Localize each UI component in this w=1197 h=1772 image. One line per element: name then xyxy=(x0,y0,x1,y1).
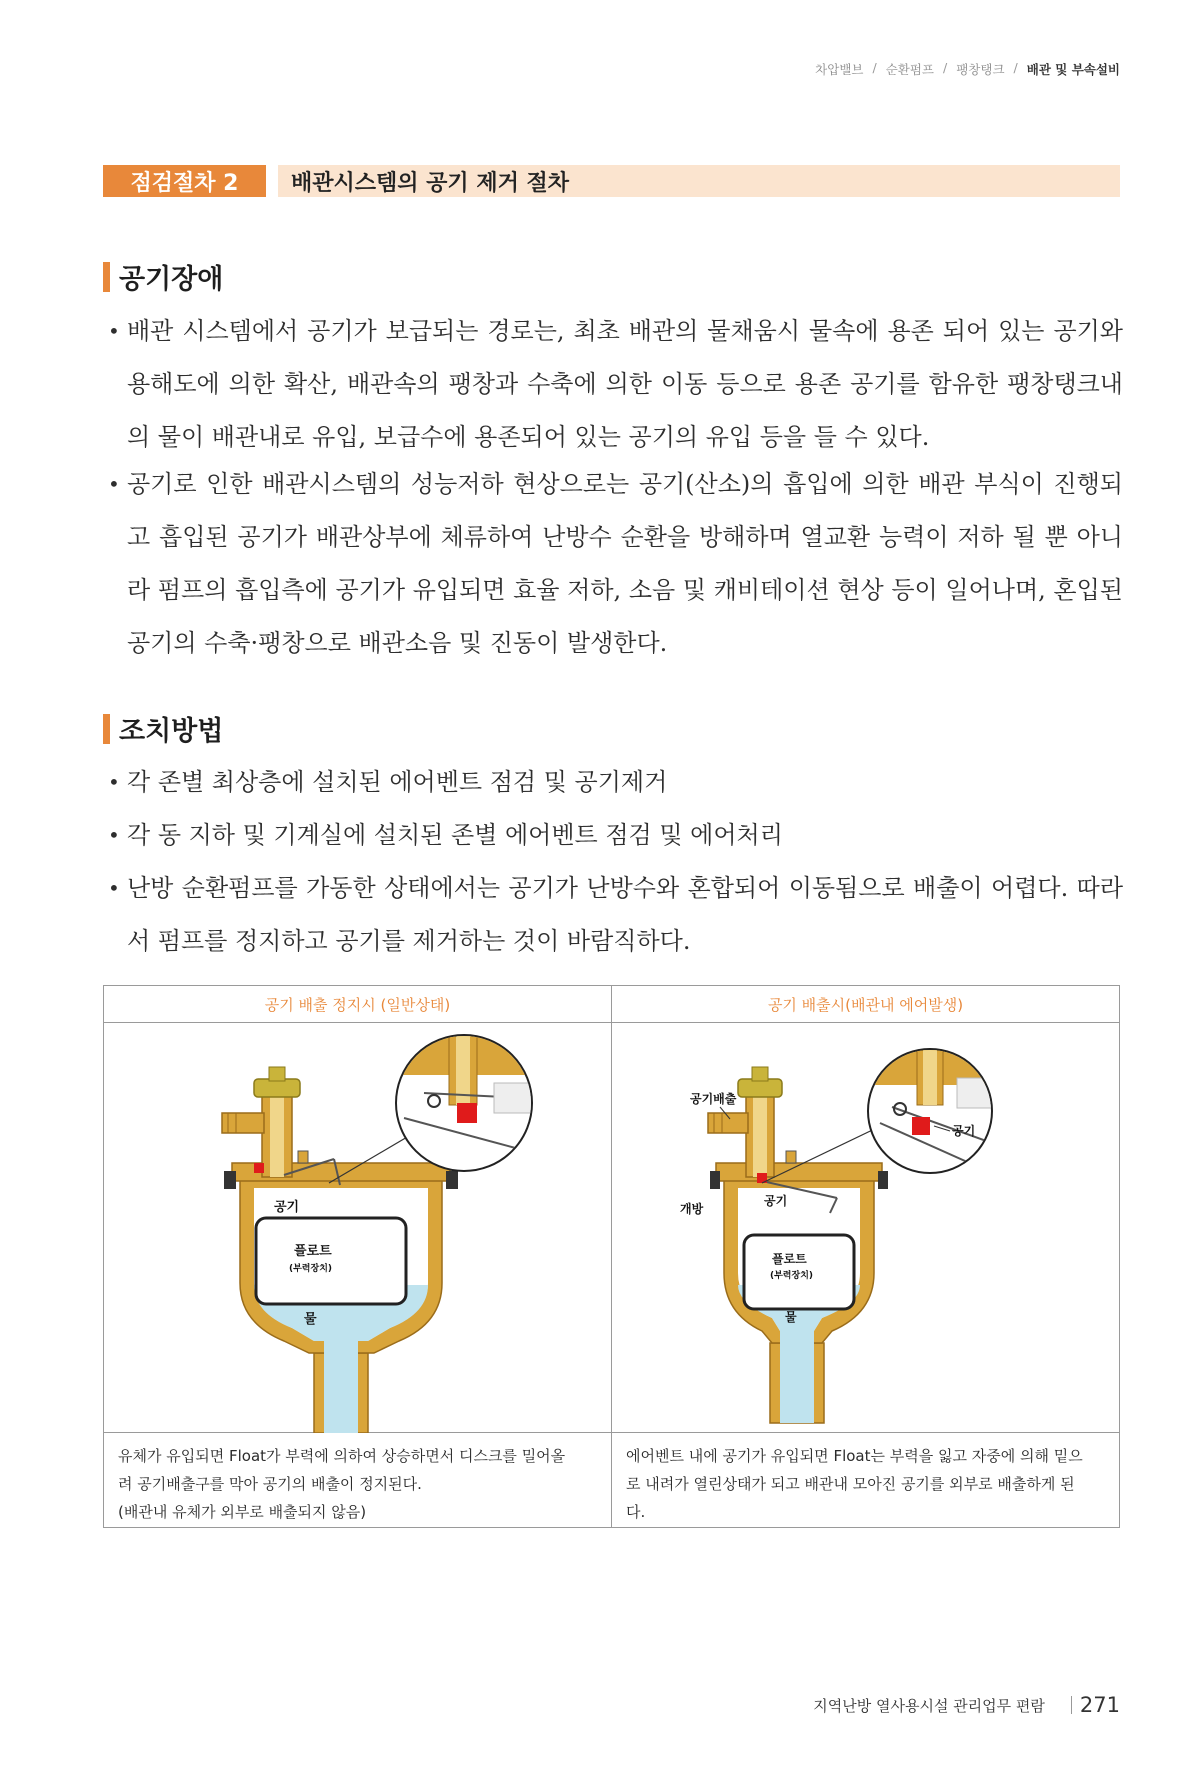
paragraph-text: 각 존별 최상층에 설치된 에어벤트 점검 및 공기제거 xyxy=(127,768,668,796)
air-vent-diagram-closed xyxy=(104,1023,611,1433)
footer-title: 지역난방 열사용시설 관리업무 편람 xyxy=(813,1696,1045,1715)
paragraph xyxy=(108,458,1123,670)
figure-header: 공기 배출시(배관내 에어발생) xyxy=(612,986,1119,1023)
breadcrumb xyxy=(815,60,1120,78)
label-open: 개방 xyxy=(680,1202,704,1216)
figure-column-closed xyxy=(104,986,612,1527)
breadcrumb-current: 배관 및 부속설비 xyxy=(1026,62,1120,77)
bullet-dot: • xyxy=(108,876,120,900)
label-water: 물 xyxy=(304,1312,317,1327)
section-heading-air-problem xyxy=(103,257,223,296)
bullet-dot: • xyxy=(108,823,120,847)
air-vent-diagram-open xyxy=(612,1023,1119,1433)
footer-divider xyxy=(1071,1696,1072,1714)
bullet-dot: • xyxy=(108,472,120,496)
section-heading-text: 조치방법 xyxy=(119,716,224,747)
air-vent-open-svg xyxy=(612,1023,1119,1433)
procedure-title: 배관시스템의 공기 제거 절차 xyxy=(278,165,1120,197)
label-float-sub: (부력장치) xyxy=(770,1271,814,1281)
page-footer xyxy=(813,1693,1120,1717)
paragraph-text: 배관 시스템에서 공기가 보급되는 경로는, 최초 배관의 물채움시 물속에 용존 되어 있는 공기와 용해도에 의한 확산, 배관속의 팽창과 수축에 의한 이동 등으로 용존 공기를 함유한 팽창탱크내의 물이 배관내로 유입, 보급수에 용존되어 있는 공기의 유입 등을 들 수 있다. xyxy=(127,317,1123,451)
paragraph xyxy=(108,862,1123,968)
breadcrumb-separator: / xyxy=(943,60,948,75)
label-float: 플로트 xyxy=(294,1244,332,1259)
section-marker xyxy=(103,262,110,292)
section-heading-measures xyxy=(103,709,223,748)
label-float-sub: (부력장치) xyxy=(289,1264,333,1274)
label-air-zoom: 공기 xyxy=(952,1124,976,1138)
bullet-dot: • xyxy=(108,319,120,343)
section-marker xyxy=(103,714,110,744)
air-vent-closed-svg xyxy=(104,1023,612,1433)
bullet-dot: • xyxy=(108,770,120,794)
paragraph-text: 공기로 인한 배관시스템의 성능저하 현상으로는 공기(산소)의 흡입에 의한 배관 부식이 진행되고 흡입된 공기가 배관상부에 체류하여 난방수 순환을 방해하며 열교환 능력이 저하 될 뿐 아니라 펌프의 흡입측에 공기가 유입되면 효율 저하, 소음 및 캐비테이션 현상 등이 일어나며, 혼입된 공기의 수축·팽창으로 배관소음 및 진동이 발생한다. xyxy=(127,470,1123,657)
figure-caption: 유체가 유입되면 Float가 부력에 의하여 상승하면서 디스크를 밀어올 려 공기배출구를 막아 공기의 배출이 정지된다. (배관내 유체가 외부로 배출되지 않음) xyxy=(118,1447,566,1521)
breadcrumb-separator: / xyxy=(872,60,877,75)
procedure-tag: 점검절차 2 xyxy=(103,165,266,197)
figure-caption: 에어벤트 내에 공기가 유입되면 Float는 부력을 잃고 자중에 의해 밑으 로 내려가 열린상태가 되고 배관내 모아진 공기를 외부로 배출하게 된 다. xyxy=(626,1447,1083,1521)
paragraph-text: 난방 순환펌프를 가동한 상태에서는 공기가 난방수와 혼합되어 이동됨으로 배출이 어렵다. 따라서 펌프를 정지하고 공기를 제거하는 것이 바람직하다. xyxy=(127,874,1123,955)
label-water: 물 xyxy=(785,1310,797,1324)
figure-table xyxy=(103,985,1120,1528)
paragraph xyxy=(108,305,1123,464)
breadcrumb-item[interactable]: 순환펌프 xyxy=(885,62,935,77)
figure-header: 공기 배출 정지시 (일반상태) xyxy=(104,986,611,1023)
paragraph xyxy=(108,809,1123,862)
breadcrumb-item[interactable]: 차압밸브 xyxy=(815,62,864,77)
figure-column-open xyxy=(612,986,1119,1527)
paragraph xyxy=(108,756,1123,809)
label-float: 플로트 xyxy=(772,1252,807,1266)
paragraph-text: 각 동 지하 및 기계실에 설치된 존별 에어벤트 점검 및 에어처리 xyxy=(127,821,783,849)
section-heading-text: 공기장애 xyxy=(119,264,224,295)
label-air: 공기 xyxy=(274,1200,300,1215)
page-number: 271 xyxy=(1079,1693,1120,1717)
label-air-out: 공기배출 xyxy=(690,1092,737,1106)
breadcrumb-separator: / xyxy=(1013,60,1018,75)
procedure-header xyxy=(103,165,1120,197)
breadcrumb-item[interactable]: 팽창탱크 xyxy=(956,62,1005,77)
label-air: 공기 xyxy=(764,1194,788,1208)
